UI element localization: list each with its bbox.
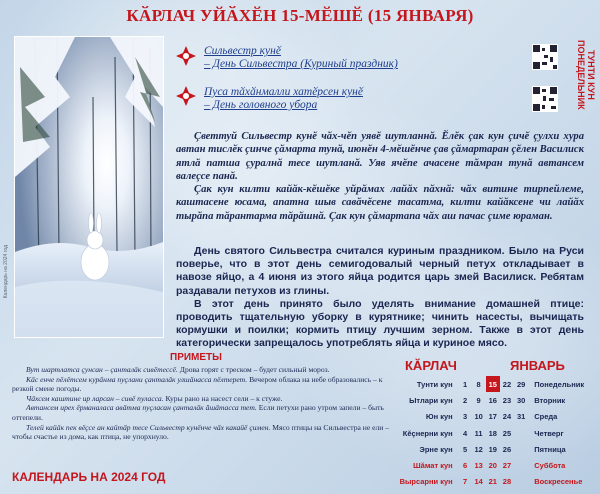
calendar-day bbox=[514, 457, 528, 473]
omen-cv: Автансем ирех ӗрманаласа авӑтма пуçласан çанталӑк ăшӑтасса тет. bbox=[26, 403, 257, 413]
calendar-day: 8 bbox=[476, 379, 481, 389]
omen-cv: Чӑхсем каштине ир ларсан – сивӗ пуласса. bbox=[26, 393, 164, 403]
calendar-day: 19 bbox=[488, 444, 497, 454]
calendar-day: 24 bbox=[502, 412, 512, 422]
calendar-day: 6 bbox=[463, 461, 468, 471]
calendar-row bbox=[396, 474, 600, 490]
calendar-day: 16 bbox=[488, 395, 497, 405]
weekday-cv: Шӑмат кун bbox=[413, 461, 453, 471]
calendar-day: 18 bbox=[488, 428, 497, 438]
chuvash-paragraph: Çветтуй Сильвестр кунӗ чӑх-чӗп уявӗ шутланнӑ. Ӗлӗк çак кун çичӗ çулхи хура автан тислӗк çинче çӑмарта тунӑ, июнӗн 4-мӗшӗнче çав çӑмартаран çӗлен Василиск ятлӑ патша çуралнӑ тесе шутланӑ. Уяв ячӗпе ачасене тӑмран тунӑ автансем валеçсе панӑ. bbox=[176, 131, 584, 182]
omen-item bbox=[12, 394, 392, 404]
russian-description bbox=[176, 245, 584, 351]
calendar-day bbox=[514, 425, 528, 441]
weekday-ru: Воскресенье bbox=[534, 477, 583, 487]
calendar-day: 25 bbox=[502, 428, 512, 438]
omen-cv: Вут шартлатса çунсан – çанталӑк сивӗтессӗ. bbox=[26, 365, 178, 374]
qr-code-icon[interactable] bbox=[532, 44, 558, 70]
calendar-row bbox=[396, 441, 600, 457]
winter-hare-photo bbox=[14, 36, 164, 338]
omen-ru: Мясо птицы на Сильвестра не ели – чтобы счастье из дома, как птица, не упорхнуло. bbox=[12, 422, 390, 442]
weekday-ru: Понедельник bbox=[534, 379, 585, 389]
omen-ru: Куры рано на насест сели – к стуже. bbox=[165, 393, 283, 403]
calendar-day: 5 bbox=[463, 444, 468, 454]
omen-ru: Вечером облака на небе образовались – к резкой смене погоды. bbox=[12, 374, 383, 394]
calendar-day: 11 bbox=[474, 428, 483, 438]
weekday-cv: Юн кун bbox=[425, 412, 453, 422]
calendar-table bbox=[396, 376, 600, 490]
event-headwear bbox=[204, 86, 504, 112]
calendar-day: 2 bbox=[463, 395, 468, 405]
calendar-day: 27 bbox=[502, 461, 512, 471]
calendar-day: 7 bbox=[463, 477, 468, 487]
weekday-ru: Среда bbox=[534, 412, 558, 422]
calendar-day: 22 bbox=[502, 379, 512, 389]
event-sylvester bbox=[204, 45, 504, 71]
side-credit: Календарь на 2024 год bbox=[3, 245, 9, 299]
calendar-day bbox=[514, 441, 528, 457]
calendar-row bbox=[396, 392, 600, 408]
winter-forest-illustration bbox=[15, 37, 163, 337]
calendar-row bbox=[396, 376, 600, 392]
weekday-cv: Эрне кун bbox=[419, 444, 453, 454]
omen-ru: Если петухи рано утром запели – быть оттепели. bbox=[12, 403, 384, 422]
calendar-day: 15 bbox=[486, 376, 500, 392]
omen-item bbox=[12, 403, 392, 422]
calendar-day: 30 bbox=[516, 395, 526, 405]
ornament-icon bbox=[174, 84, 198, 108]
calendar-day: 4 bbox=[463, 428, 468, 438]
weekday-cv: Вырсарни кун bbox=[399, 477, 453, 487]
calendar-day: 9 bbox=[476, 395, 481, 405]
omens-list bbox=[12, 365, 392, 442]
weekday-vertical-title: ТУНТИ КУН ПОНЕДЕЛЬНИК bbox=[576, 40, 596, 110]
weekday-ru: Суббота bbox=[534, 461, 566, 471]
event-title-ru: – День Сильвестра (Куриный праздник) bbox=[204, 58, 398, 70]
omen-ru: Дрова горят с треском – будет сильный мороз. bbox=[179, 365, 330, 374]
month-cv: КӐРЛАЧ bbox=[405, 358, 457, 373]
omen-item bbox=[12, 375, 392, 394]
month-calendar bbox=[396, 376, 600, 490]
calendar-day: 14 bbox=[474, 477, 483, 487]
chuvash-description bbox=[176, 130, 584, 223]
calendar-day: 31 bbox=[516, 412, 526, 422]
weekday-ru: Вторник bbox=[534, 395, 566, 405]
event-title-cv: Сильвестр кунӗ bbox=[204, 45, 281, 57]
russian-paragraph: День святого Сильвестра считался куриным праздником. Было на Руси поверье, что в этот день семигодовалый черный петух откладывает в навозе яйцо, а 4 июня из этого яйца родится царь змей Василиск. Ребятам раздавали петухов из глины. bbox=[176, 245, 584, 297]
calendar-day: 13 bbox=[474, 461, 483, 471]
calendar-day: 17 bbox=[488, 412, 497, 422]
page-title: КӐРЛАЧ УЙӐХӖН 15-МӖШӖ (15 ЯНВАРЯ) bbox=[126, 6, 474, 25]
calendar-day: 26 bbox=[502, 444, 512, 454]
omen-item bbox=[12, 365, 392, 375]
footer-title: КАЛЕНДАРЬ НА 2024 ГОД bbox=[12, 470, 166, 484]
omens-heading: ПРИМЕТЫ bbox=[170, 352, 222, 363]
chuvash-paragraph: Çак кун килти кайӑк-кӗшӗке уйрӑмах лайӑх пӑхнӑ: чӑх витине тирпейлеме, каштасене юсама, апатна шыв савӑчӗсене тасатма, килти кайӑксене чи лайӑх тырӑпа тӑрантарма тӑрӑшнӑ. Çак кун çӑмартапа чӑх аш пачас çиме юраман. bbox=[176, 184, 584, 222]
weekday-ru: Четверг bbox=[534, 428, 564, 438]
calendar-day: 21 bbox=[488, 477, 497, 487]
calendar-day bbox=[514, 474, 528, 490]
event-title-cv: Пуса тӑхӑнмалли хатӗрсен кунӗ bbox=[204, 86, 363, 98]
calendar-row bbox=[396, 409, 600, 425]
weekday-cv: Тунти кун bbox=[416, 379, 453, 389]
calendar-day: 29 bbox=[516, 379, 526, 389]
calendar-day: 1 bbox=[463, 379, 468, 389]
omen-cv: Телей кайӑк пек вӗçсе ан кайтӑр тесе Сильвестр кунӗнче чӑх какайӗ çимен. bbox=[26, 422, 271, 432]
calendar-day: 3 bbox=[463, 412, 468, 422]
month-ru: ЯНВАРЬ bbox=[510, 358, 565, 373]
omen-item bbox=[12, 423, 392, 442]
calendar-row bbox=[396, 457, 600, 473]
weekday-cv: Ытлари кун bbox=[409, 395, 453, 405]
omen-cv: Кӑс енче пӗлӗтсем курӑнма пуçлани çанталӑк улшӑнасса пӗлтерет. bbox=[26, 374, 248, 384]
russian-paragraph: В этот день принято было уделять внимание домашней птице: проводить тщательную уборку в курятнике; чинить насесты, вычищать кормушки и поилки; кормить птицу лучшим зерном. Также в этот день категорически запрещалось употреблять яйца и куриное мясо. bbox=[176, 297, 584, 350]
calendar-day: 12 bbox=[474, 444, 483, 454]
calendar-day: 20 bbox=[488, 461, 497, 471]
calendar-day: 28 bbox=[502, 477, 512, 487]
weekday-cv: Кӗçнерни кун bbox=[402, 428, 453, 438]
weekday-ru: Пятница bbox=[534, 444, 566, 454]
calendar-row bbox=[396, 425, 600, 441]
calendar-day: 10 bbox=[474, 412, 483, 422]
event-title-ru: – День головного убора bbox=[204, 99, 318, 111]
qr-code-icon[interactable] bbox=[532, 86, 558, 112]
calendar-day: 23 bbox=[502, 395, 512, 405]
ornament-icon bbox=[174, 44, 198, 68]
